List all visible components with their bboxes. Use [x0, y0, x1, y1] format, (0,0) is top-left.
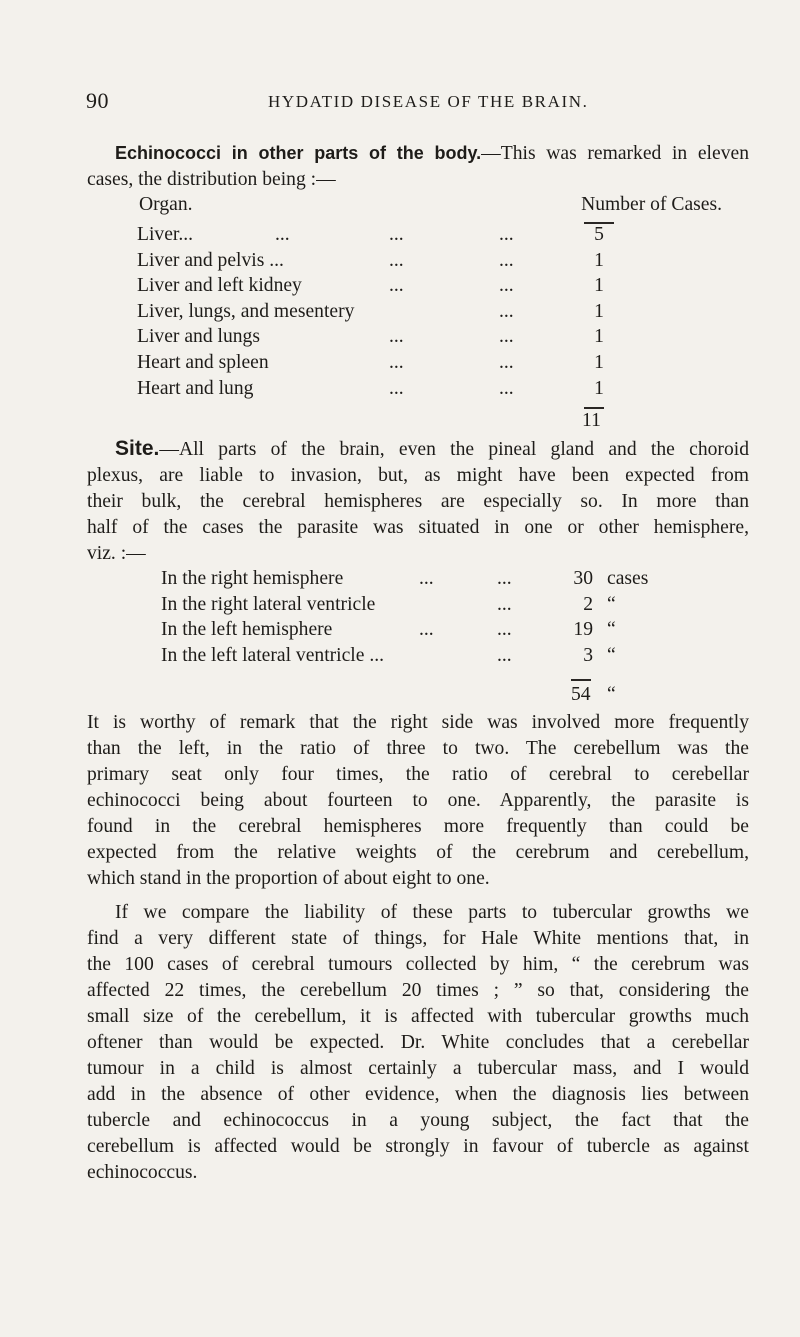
- page-number: 90: [86, 88, 109, 113]
- leader-dots: ...: [499, 351, 514, 373]
- paragraph-line: echinococcus.: [87, 1162, 198, 1183]
- intro-text-line2: cases, the distribution being :—: [87, 169, 336, 190]
- organ-label: Liver, lungs, and mesentery: [137, 300, 355, 322]
- table-row: [137, 275, 722, 301]
- organ-table: [137, 194, 722, 403]
- site-line: —All parts of the brain, even the pineal gland and the choroid: [159, 439, 749, 460]
- table-row: [161, 645, 721, 671]
- cases-column-header: Number of Cases.: [581, 194, 722, 215]
- case-count: 1: [594, 351, 604, 373]
- paragraph-line: than the left, in the ratio of three to two. The cerebellum was the: [87, 738, 749, 759]
- case-count: 1: [594, 300, 604, 322]
- running-head: HYDATID DISEASE OF THE BRAIN.: [268, 92, 589, 111]
- organ-total: 11: [582, 410, 601, 431]
- leader-dots: ...: [497, 644, 512, 666]
- site-total-unit: “: [607, 684, 616, 705]
- leader-dots: ...: [499, 326, 514, 348]
- total-rule: [584, 407, 604, 409]
- site-label: In the left hemisphere: [161, 619, 333, 641]
- case-unit: “: [607, 644, 616, 666]
- case-count: 1: [594, 377, 604, 399]
- paragraph-line: oftener than would be expected. Dr. White concludes that a cerebellar: [87, 1032, 749, 1053]
- leader-dots: ...: [389, 377, 404, 399]
- organ-label: Liver and pelvis ...: [137, 249, 284, 271]
- leader-dots: ...: [499, 275, 514, 297]
- leader-dots: ...: [389, 326, 404, 348]
- leader-dots: ...: [275, 224, 290, 245]
- site-heading: Site.: [115, 437, 160, 460]
- case-count: 3: [583, 644, 593, 666]
- total-rule: [571, 679, 591, 681]
- table-row: [161, 568, 721, 594]
- leader-dots: ...: [389, 224, 404, 245]
- leader-dots: ...: [419, 568, 434, 589]
- site-label: In the right lateral ventricle: [161, 593, 376, 615]
- paragraph-line: the 100 cases of cerebral tumours collected by him, “ the cerebrum was: [87, 954, 749, 975]
- organ-label: Liver...: [137, 224, 194, 245]
- site-label: In the left lateral ventricle ...: [161, 644, 385, 666]
- paragraph-line: cerebellum is affected would be strongly in favour of tubercle as against: [87, 1136, 749, 1157]
- case-unit: “: [607, 593, 616, 615]
- case-count: 5: [594, 224, 604, 245]
- intro-heading: Echinococci in other parts of the body.: [115, 143, 482, 163]
- leader-dots: ...: [497, 593, 512, 615]
- leader-dots: ...: [499, 377, 514, 399]
- site-table: [161, 568, 721, 670]
- site-line: half of the cases the parasite was situated in one or other hemisphere,: [87, 517, 749, 538]
- site-line: their bulk, the cerebral hemispheres are especially so. In more than: [87, 491, 749, 512]
- paragraph-tubercular: [87, 900, 749, 1186]
- leader-dots: ...: [497, 619, 512, 641]
- case-count: 1: [594, 275, 604, 297]
- case-unit: “: [607, 619, 616, 641]
- leader-dots: ...: [389, 249, 404, 271]
- leader-dots: ...: [389, 275, 404, 297]
- paragraph-ratio: [87, 710, 749, 892]
- site-total: 54: [571, 684, 591, 705]
- table-row: [161, 594, 721, 620]
- site-line: viz. :—: [87, 543, 146, 564]
- paragraph-line: small size of the cerebellum, it is affected with tubercular growths much: [87, 1006, 749, 1027]
- case-count: 1: [594, 326, 604, 348]
- leader-dots: ...: [499, 249, 514, 271]
- organ-column-header: Organ.: [139, 194, 193, 215]
- organ-label: Liver and left kidney: [137, 275, 302, 297]
- paragraph-line: find a very different state of things, for Hale White mentions that, in: [87, 928, 749, 949]
- leader-dots: ...: [389, 351, 404, 373]
- case-unit: cases: [607, 568, 649, 589]
- paragraph-line: expected from the relative weights of the cerebrum and cerebellum,: [87, 842, 749, 863]
- case-count: 1: [594, 249, 604, 271]
- paragraph-line: which stand in the proportion of about eight to one.: [87, 868, 490, 889]
- intro-text-line1: —This was remarked in eleven: [481, 143, 749, 164]
- table-row: [161, 619, 721, 645]
- case-count: 30: [573, 568, 593, 589]
- paragraph-line: affected 22 times, the cerebellum 20 times ; ” so that, considering the: [87, 980, 749, 1001]
- leader-dots: ...: [419, 619, 434, 641]
- intro-paragraph: [87, 140, 749, 193]
- organ-label: Liver and lungs: [137, 326, 260, 348]
- paragraph-line: tubercle and echinococcus in a young subject, the fact that the: [87, 1110, 749, 1131]
- site-line: plexus, are liable to invasion, but, as might have been expected from: [87, 465, 749, 486]
- organ-label: Heart and lung: [137, 377, 254, 399]
- table-row: [137, 224, 722, 250]
- organ-label: Heart and spleen: [137, 351, 269, 373]
- table-row: [137, 301, 722, 327]
- site-paragraph: [87, 436, 749, 567]
- leader-dots: ...: [499, 300, 514, 322]
- case-count: 19: [573, 619, 593, 641]
- case-count: 2: [583, 593, 593, 615]
- leader-dots: ...: [497, 568, 512, 589]
- paragraph-line: It is worthy of remark that the right side was involved more frequently: [87, 712, 749, 733]
- table-row: [137, 250, 722, 276]
- paragraph-line: tumour in a child is almost certainly a tubercular mass, and I would: [87, 1058, 749, 1079]
- paragraph-line: add in the absence of other evidence, when the diagnosis lies between: [87, 1084, 749, 1105]
- table-row: [137, 326, 722, 352]
- paragraph-line: If we compare the liability of these parts to tubercular growths we: [115, 902, 749, 923]
- leader-dots: ...: [499, 224, 514, 245]
- paragraph-line: primary seat only four times, the ratio of cerebral to cerebellar: [87, 764, 749, 785]
- paragraph-line: found in the cerebral hemispheres more frequently than could be: [87, 816, 749, 837]
- table-row: [137, 352, 722, 378]
- site-label: In the right hemisphere: [161, 568, 344, 589]
- paragraph-line: echinococci being about fourteen to one. Apparently, the parasite is: [87, 790, 749, 811]
- table-row: [137, 378, 722, 404]
